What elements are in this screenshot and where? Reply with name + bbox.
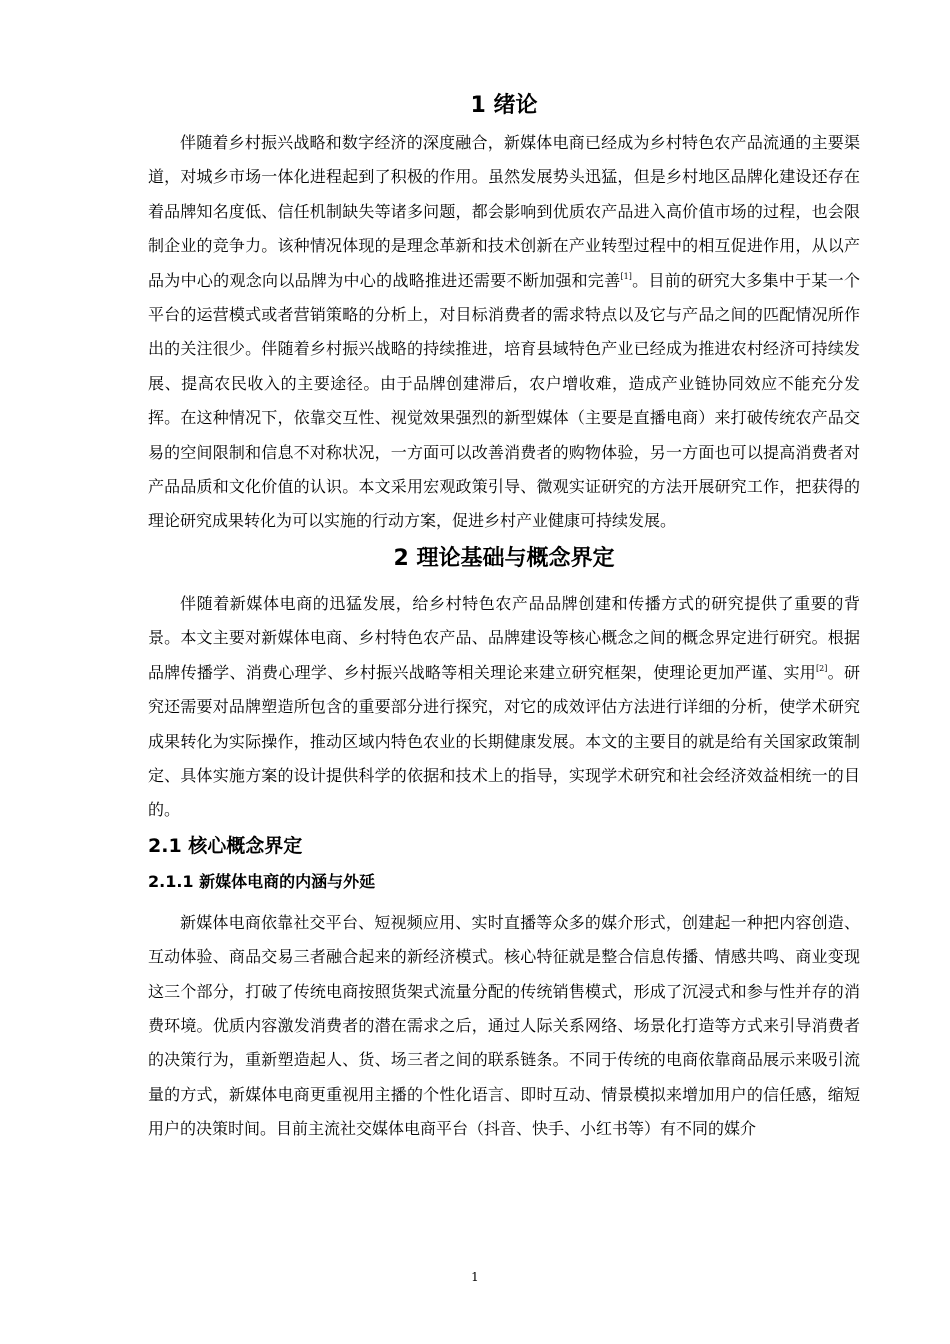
- section-2-paragraph-text-b: 。研究还需要对品牌塑造所包含的重要部分进行探究，对它的成效评估方法进行详细的分析，使学术研究成果转化为实际操作，推动区域内特色农业的长期健康发展。本文的主要目的就是给有关国家政策制定、具体实施方案的设计提供科学的依据和技术上的指导，实现学术研究和社会经济效益相统一的目的。: [148, 662, 860, 820]
- section-2-paragraph-text-a: 伴随着新媒体电商的迅猛发展，给乡村特色农产品品牌创建和传播方式的研究提供了重要的背景。本文主要对新媒体电商、乡村特色农产品、品牌建设等核心概念之间的概念界定进行研究。根据品牌传播学、消费心理学、乡村振兴战略等相关理论来建立研究框架，使理论更加严谨、实用: [148, 593, 860, 682]
- subsection-2-1-heading: 2.1 核心概念界定: [148, 834, 303, 857]
- section-2-heading: 2 理论基础与概念界定: [393, 545, 615, 571]
- section-1-paragraph: [148, 126, 860, 539]
- citation-1[interactable]: [1]: [620, 271, 632, 281]
- citation-2[interactable]: [2]: [816, 663, 828, 673]
- subsection-2-1-1-paragraph: 新媒体电商依靠社交平台、短视频应用、实时直播等众多的媒介形式，创建起一种把内容创造、互动体验、商品交易三者融合起来的新经济模式。核心特征就是整合信息传播、情感共鸣、商业变现这三个部分，打破了传统电商按照货架式流量分配的传统销售模式，形成了沉浸式和参与性并存的消费环境。优质内容激发消费者的潜在需求之后，通过人际关系网络、场景化打造等方式来引导消费者的决策行为，重新塑造起人、货、场三者之间的联系链条。不同于传统的电商依靠商品展示来吸引流量的方式，新媒体电商更重视用主播的个性化语言、即时互动、情景模拟来增加用户的信任感，缩短用户的决策时间。目前主流社交媒体电商平台（抖音、快手、小红书等）有不同的媒介: [148, 912, 860, 1139]
- page-number: 1: [471, 1270, 479, 1284]
- section-2-paragraph: [148, 587, 860, 828]
- section-1-paragraph-text-a: 伴随着乡村振兴战略和数字经济的深度融合，新媒体电商已经成为乡村特色农产品流通的主要渠道，对城乡市场一体化进程起到了积极的作用。虽然发展势头迅猛，但是乡村地区品牌化建设还存在着品牌知名度低、信任机制缺失等诸多问题，都会影响到优质农产品进入高价值市场的过程，也会限制企业的竞争力。该种情况体现的是理念革新和技术创新在产业转型过程中的相互促进作用，从以产品为中心的观念向以品牌为中心的战略推进还需要不断加强和完善: [148, 133, 860, 290]
- subsection-2-1-1-heading: 2.1.1 新媒体电商的内涵与外延: [148, 871, 376, 891]
- page-content: [148, 86, 860, 1147]
- section-1-heading: 1 绪论: [470, 93, 538, 118]
- section-1-paragraph-text-b: 。目前的研究大多集中于某一个平台的运营模式或者营销策略的分析上，对目标消费者的需求特点以及它与产品之间的匹配情况所作出的关注很少。伴随着乡村振兴战略的持续推进，培育县域特色产业已经成为推进农村经济可持续发展、提高农民收入的主要途径。由于品牌创建滞后，农户增收难，造成产业链协同效应不能充分发挥。在这种情况下，依靠交互性、视觉效果强烈的新型媒体（主要是直播电商）来打破传统农产品交易的空间限制和信息不对称状况，一方面可以改善消费者的购物体验，另一方面也可以提高消费者对产品品质和文化价值的认识。本文采用宏观政策引导、微观实证研究的方法开展研究工作，把获得的理论研究成果转化为可以实施的行动方案，促进乡村产业健康可持续发展。: [148, 270, 860, 531]
